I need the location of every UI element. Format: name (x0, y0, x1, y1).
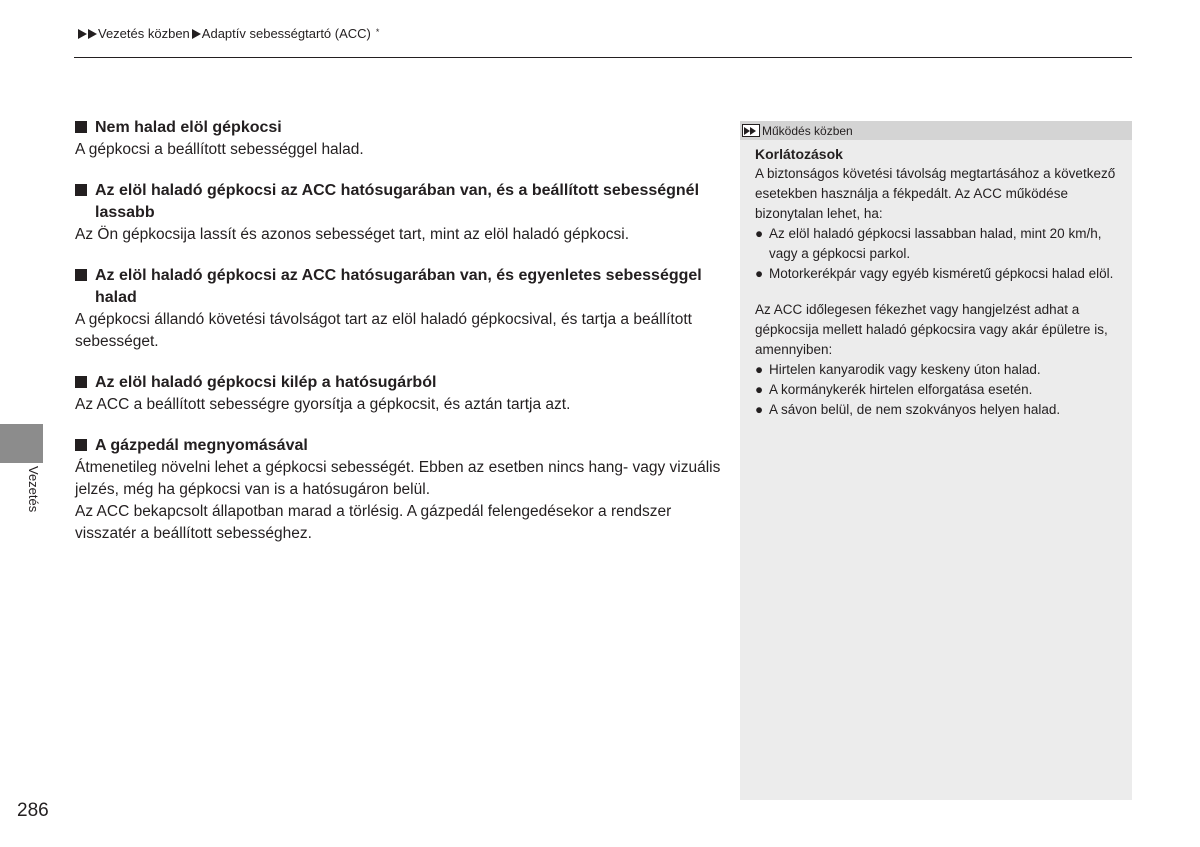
sidebar-title: Korlátozások (755, 146, 843, 162)
bullet-icon: ● (755, 402, 764, 417)
section (75, 265, 725, 353)
section-heading (75, 265, 725, 309)
arrow-right-icon (88, 29, 97, 39)
section (75, 372, 725, 416)
square-bullet-icon (75, 439, 87, 451)
breadcrumb (78, 26, 379, 41)
bullet-icon: ● (755, 362, 764, 377)
main-content (75, 117, 725, 564)
square-bullet-icon (75, 376, 87, 388)
square-bullet-icon (75, 269, 87, 281)
sidebar-content (740, 140, 1132, 420)
section-heading-text: Nem halad elöl gépkocsi (95, 119, 282, 136)
list-item (755, 224, 1118, 264)
section-heading-text: Az elöl haladó gépkocsi kilép a hatósugárból (95, 374, 437, 391)
section-heading (75, 435, 725, 457)
breadcrumb-item-vezetes-kozben[interactable]: Vezetés közben (98, 26, 190, 41)
sidebar-intro: A biztonságos követési távolság megtartásához a következő esetekben használja a fékpedált. Az ACC működése bizonytalan lehet, ha: (755, 166, 1116, 221)
sidebar-note-panel (740, 121, 1132, 800)
list-item (755, 400, 1118, 420)
section-body: A gépkocsi állandó követési távolságot tart az elöl haladó gépkocsival, és tartja a beállított sebességet. (75, 311, 692, 350)
square-bullet-icon (75, 121, 87, 133)
footnote-marker: * (375, 26, 380, 37)
list-item-text: Az elöl haladó gépkocsi lassabban halad, mint 20 km/h, vagy a gépkocsi parkol. (769, 226, 1102, 261)
double-arrow-icon (742, 124, 760, 137)
section-heading-text: Az elöl haladó gépkocsi az ACC hatósugarában van, és a beállított sebességnél lassabb (95, 182, 700, 221)
section-heading-text: Az elöl haladó gépkocsi az ACC hatósugarában van, és egyenletes sebességgel halad (95, 267, 702, 306)
section-body: A gépkocsi a beállított sebességgel halad. (75, 141, 364, 158)
list-item-text: Hirtelen kanyarodik vagy keskeny úton halad. (769, 362, 1041, 377)
section (75, 117, 725, 161)
chapter-tab-label: Vezetés (26, 466, 41, 513)
section-heading-text: A gázpedál megnyomásával (95, 437, 308, 454)
section-heading (75, 372, 725, 394)
bullet-icon: ● (755, 266, 764, 281)
list-item (755, 380, 1118, 400)
section-body: Átmenetileg növelni lehet a gépkocsi sebességét. Ebben az esetben nincs hang- vagy vizuális jelzés, még ha gépkocsi van is a hatósugáron belül. (75, 459, 721, 498)
sidebar-header (740, 121, 1132, 140)
section-body-continued: Az ACC bekapcsolt állapotban marad a törlésig. A gázpedál felengedésekor a rendszer visszatér a beállított sebességhez. (75, 503, 672, 542)
list-item-text: A kormánykerék hirtelen elforgatása esetén. (769, 382, 1033, 397)
section (75, 435, 725, 545)
section-body: Az Ön gépkocsija lassít és azonos sebességet tart, mint az elöl haladó gépkocsi. (75, 226, 629, 243)
section-heading (75, 117, 725, 139)
bullet-icon: ● (755, 226, 764, 241)
list-item (755, 360, 1118, 380)
section-heading (75, 180, 725, 224)
header-divider (74, 57, 1132, 58)
section-body: Az ACC a beállított sebességre gyorsítja a gépkocsit, és aztán tartja azt. (75, 396, 571, 413)
list-item-text: Motorkerékpár vagy egyéb kisméretű gépkocsi halad elöl. (769, 266, 1114, 281)
sidebar-paragraph: Az ACC időlegesen fékezhet vagy hangjelzést adhat a gépkocsija mellett haladó gépkocsira vagy akár épületre is, amennyiben: (755, 302, 1108, 357)
list-item (755, 264, 1118, 284)
arrow-right-icon (78, 29, 87, 39)
breadcrumb-item-acc[interactable]: Adaptív sebességtartó (ACC) (201, 26, 371, 41)
sidebar-header-label: Működés közben (762, 123, 853, 138)
square-bullet-icon (75, 184, 87, 196)
list-item-text: A sávon belül, de nem szokványos helyen halad. (769, 402, 1061, 417)
arrow-right-icon (192, 29, 201, 39)
section (75, 180, 725, 246)
bullet-icon: ● (755, 382, 764, 397)
page-number: 286 (17, 800, 49, 821)
chapter-tab[interactable] (0, 424, 43, 463)
